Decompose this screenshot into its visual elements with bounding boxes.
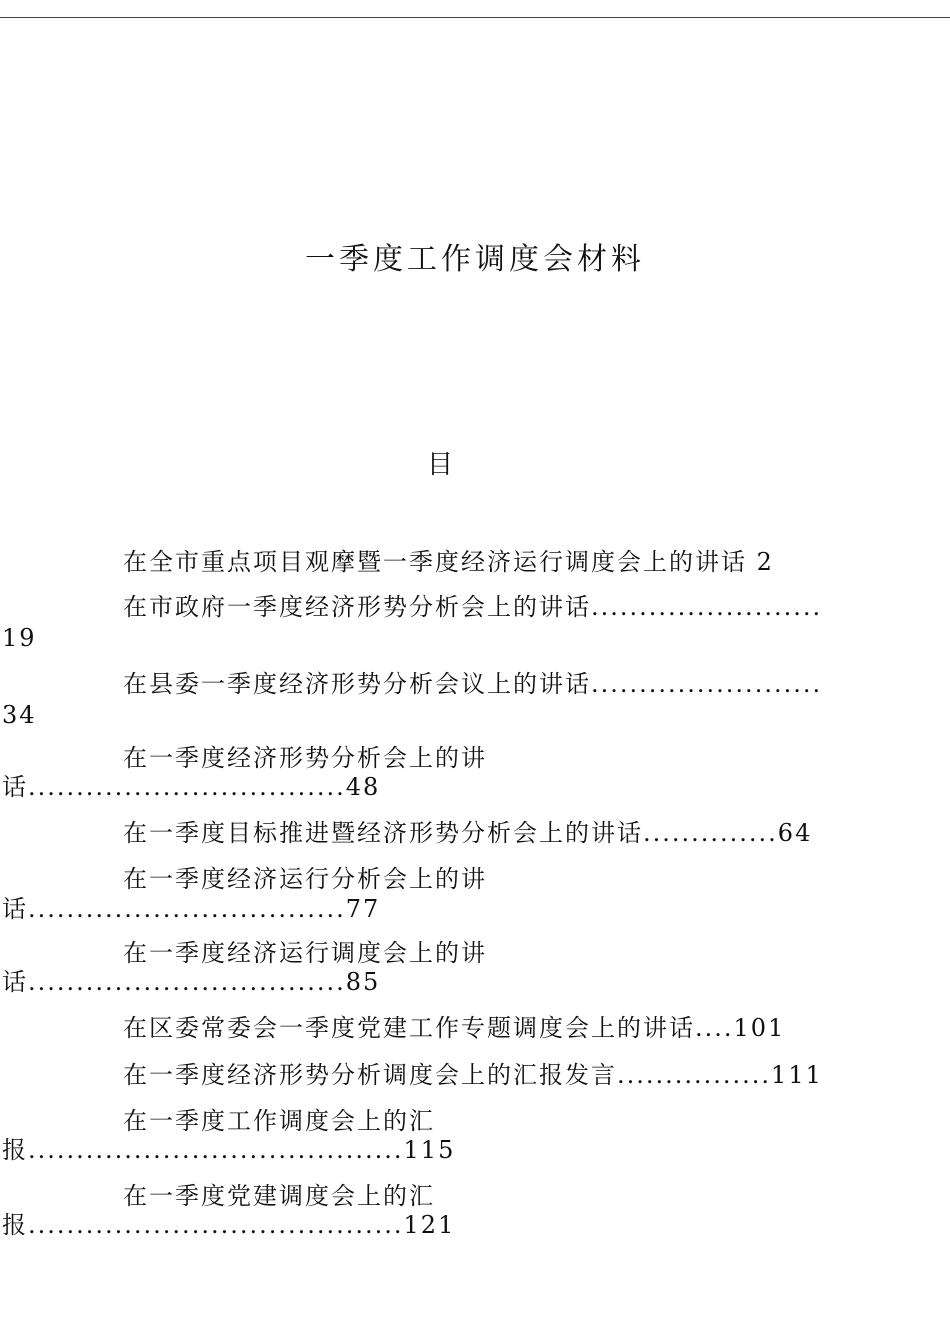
toc-entry-line[interactable]: 在一季度党建调度会上的汇 [123,1182,435,1210]
toc-entry-line[interactable]: 话.................................85 [2,968,381,996]
toc-entry-line[interactable]: 在县委一季度经济形势分析会议上的讲话........................ [123,670,823,698]
header-rule [0,17,950,18]
toc-entry-line[interactable]: 在全市重点项目观摩暨一季度经济运行调度会上的讲话 2 [123,548,774,576]
toc-page-number[interactable]: 34 [2,701,37,729]
toc-entry-line[interactable]: 在一季度经济运行调度会上的讲 [123,939,487,967]
toc-entry-line[interactable]: 在区委常委会一季度党建工作专题调度会上的讲话....101 [123,1014,786,1042]
toc-entry-line[interactable]: 在一季度经济运行分析会上的讲 [123,865,487,893]
toc-entry-line[interactable]: 话.................................77 [2,895,381,923]
toc-entry-line[interactable]: 报.......................................115 [2,1136,456,1164]
toc-entry-line[interactable]: 在一季度经济形势分析调度会上的汇报发言................111 [123,1061,823,1089]
toc-page-number[interactable]: 19 [2,624,37,652]
toc-entry-line[interactable]: 在一季度目标推进暨经济形势分析会上的讲话..............64 [123,819,813,847]
toc-entry-line[interactable]: 在一季度经济形势分析会上的讲 [123,744,487,772]
toc-heading: 目 [426,450,453,480]
toc-entry-line[interactable]: 话.................................48 [2,773,381,801]
toc-entry-line[interactable]: 报.......................................121 [2,1211,456,1239]
toc-entry-line[interactable]: 在一季度工作调度会上的汇 [123,1107,435,1135]
toc-entry-line[interactable]: 在市政府一季度经济形势分析会上的讲话........................ [123,593,823,621]
document-title: 一季度工作调度会材料 [305,242,645,277]
